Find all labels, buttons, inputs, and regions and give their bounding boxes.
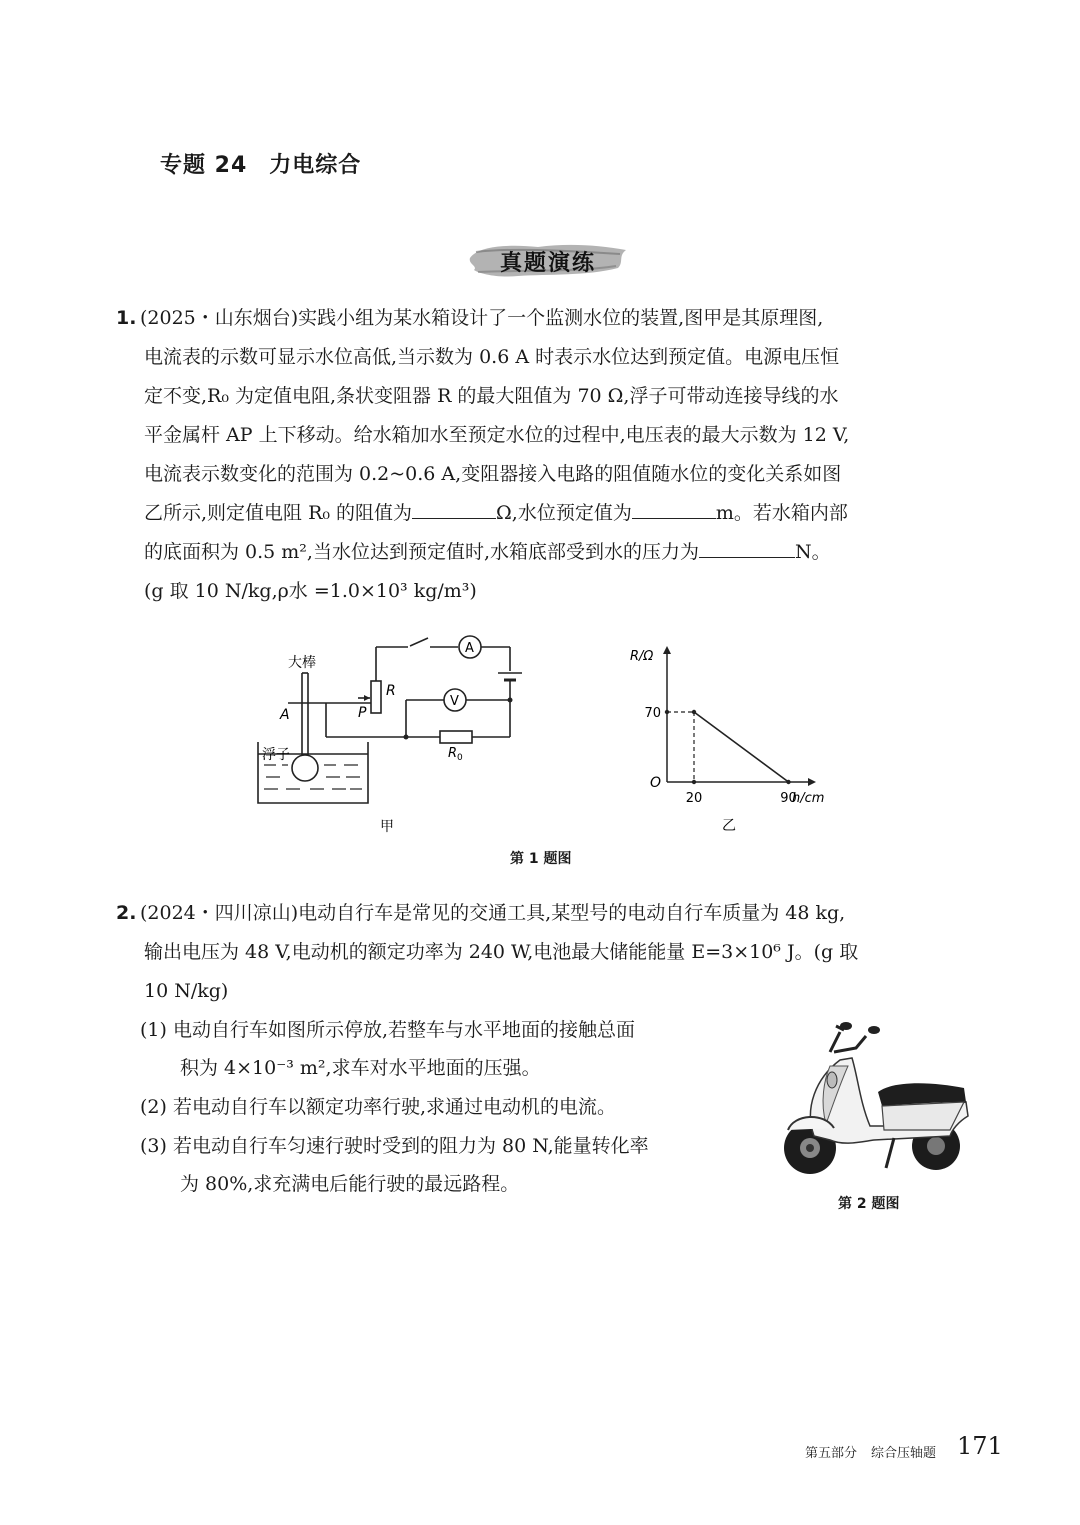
question-line [144, 533, 831, 572]
axis-point [665, 710, 669, 714]
footer-title: 综合压轴题 [871, 1446, 937, 1461]
switch [410, 638, 428, 646]
x-axis-arrow-icon [808, 778, 816, 786]
ammeter-label: A [465, 641, 474, 656]
question-line [144, 494, 848, 533]
axis-point [692, 780, 696, 784]
figure-a-caption: 甲 [380, 819, 394, 835]
question-line: 电流表的示数可显示水位高低,当示数为 0.6 A 时表示水位达到预定值。电源电压恒 [144, 346, 840, 368]
question-line: 平金属杆 AP 上下移动。给水箱加水至预定水位的过程中,电压表的最大示数为 12 V, [144, 424, 850, 446]
origin-label: O [650, 775, 662, 791]
question-text: m。若水箱内部 [715, 502, 848, 524]
rheostat-label: R [386, 683, 396, 699]
y-tick-label: 70 [644, 706, 661, 721]
footer-part: 第五部分 [805, 1446, 858, 1461]
rod-label: 大棒 [288, 655, 316, 671]
rheostat [371, 681, 381, 713]
data-line [694, 712, 789, 782]
topic-number: 专题 24 [160, 153, 248, 178]
question-line: (g 取 10 N/kg,ρ水 =1.0×10³ kg/m³) [144, 580, 477, 602]
slider-arrow-icon [364, 695, 370, 701]
question-line: (2025・山东烟台)实践小组为某水箱设计了一个监测水位的装置,图甲是其原理图, [140, 307, 824, 329]
question-line: (2024・四川凉山)电动自行车是常见的交通工具,某型号的电动自行车质量为 48 kg, [140, 902, 846, 924]
figure-b-caption: 乙 [722, 818, 736, 834]
float-label: 浮子 [262, 747, 290, 763]
question-text: 的底面积为 0.5 m²,当水位达到预定值时,水箱底部受到水的压力为 [144, 541, 700, 563]
float [292, 755, 318, 781]
question-line: 输出电压为 48 V,电动机的额定功率为 240 W,电池最大储能能量 E=3×10⁶ J。(g 取 [144, 941, 859, 963]
point-p-label: P [358, 705, 367, 721]
circuit-diagram [240, 625, 540, 840]
sub-question: (2) 若电动自行车以额定功率行驶,求通过电动机的电流。 [140, 1096, 616, 1118]
sub-question: 积为 4×10⁻³ m²,求车对水平地面的压强。 [180, 1057, 541, 1079]
section-title: 真题演练 [499, 251, 596, 276]
answer-blank-water-level[interactable] [632, 496, 716, 519]
answer-blank-r0[interactable] [412, 496, 496, 519]
sub-question: (1) 电动自行车如图所示停放,若整车与水平地面的接触总面 [140, 1019, 635, 1041]
figure-1-caption: 第 1 题图 [510, 851, 572, 867]
page-number: 171 [957, 1432, 1003, 1460]
resistance-height-graph [620, 640, 850, 840]
data-point [786, 780, 790, 784]
x-tick-label: 90 [780, 791, 797, 806]
question-number: 1. [116, 307, 137, 329]
question-number: 2. [116, 902, 137, 924]
figure-2-caption: 第 2 题图 [838, 1196, 900, 1212]
question-line: 10 N/kg) [144, 980, 229, 1002]
y-axis-arrow-icon [663, 646, 671, 654]
data-point [692, 710, 696, 714]
voltmeter-label: V [450, 694, 459, 709]
x-axis-label: h/cm [792, 791, 825, 806]
x-tick-label: 20 [685, 791, 703, 806]
sub-question: (3) 若电动自行车匀速行驶时受到的阻力为 80 N,能量转化率 [140, 1135, 649, 1157]
question-line: 定不变,R₀ 为定值电阻,条状变阻器 R 的最大阻值为 70 Ω,浮子可带动连接导线的水 [144, 385, 839, 407]
resistor-r0 [440, 731, 472, 743]
r0-label: $R_0$ [448, 746, 463, 763]
question-text: N。 [795, 541, 831, 563]
topic-header [160, 148, 361, 179]
answer-blank-force[interactable] [699, 535, 795, 558]
sub-question: 为 80%,求充满电后能行驶的最远路程。 [180, 1173, 520, 1195]
topic-title: 力电综合 [269, 153, 362, 178]
question-text: 乙所示,则定值电阻 R₀ 的阻值为 [144, 502, 413, 524]
question-line: 电流表示数变化的范围为 0.2~0.6 A,变阻器接入电路的阻值随水位的变化关系如图 [144, 463, 842, 485]
electric-scooter-image [774, 1018, 974, 1180]
y-axis-label: R/Ω [630, 649, 654, 664]
point-a-label: A [280, 707, 290, 723]
question-text: Ω,水位预定值为 [496, 502, 632, 524]
section-badge [468, 238, 628, 284]
